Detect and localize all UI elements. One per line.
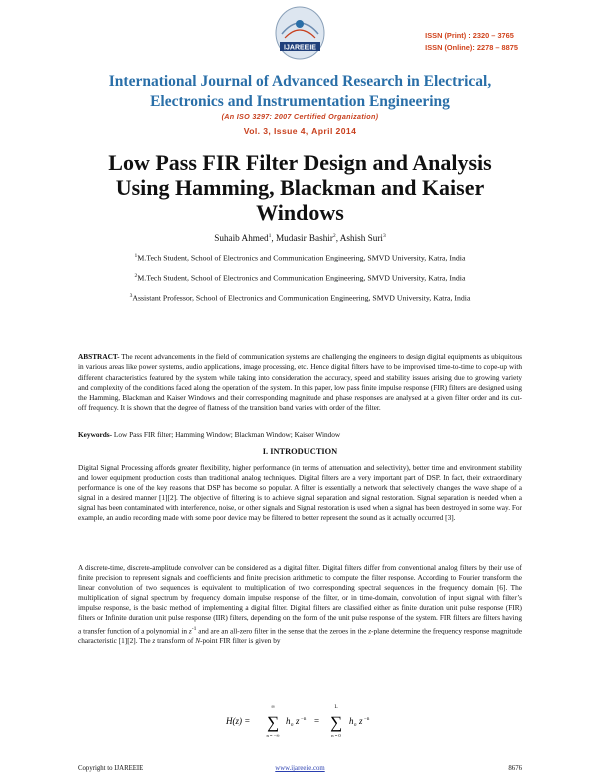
term-z: z — [296, 716, 300, 726]
author-affiliation-mark: 3 — [382, 233, 386, 239]
footer-copyright: Copyright to IJAREEIE — [78, 765, 144, 772]
term-h: h — [286, 716, 291, 726]
math-variable: z — [152, 636, 156, 646]
affiliation-1 — [0, 253, 600, 263]
author-name: Mudasir Bashir — [276, 233, 333, 244]
affiliation-2 — [0, 273, 600, 283]
summation-sign: ∑ — [266, 713, 280, 732]
journal-logo — [252, 4, 348, 62]
summation-sign: ∑ — [329, 713, 343, 732]
footer-url-link[interactable]: www.ijareeie.com — [275, 765, 325, 772]
abstract — [78, 352, 522, 414]
paper-title-line1: Low Pass FIR Filter Design and Analysis — [108, 150, 492, 175]
body-paragraph — [78, 563, 522, 646]
affiliation-text: M.Tech Student, School of Electronics and Communication Engineering, SMVD University, Katra, India — [137, 273, 466, 283]
abstract-label: ABSTRACT- — [78, 352, 120, 361]
term-sub: n — [291, 723, 294, 728]
author-list: Suhaib Ahmed$^1$, Mudasir Bashir$^2$, Ashish Suri$^3$ — [214, 233, 386, 244]
term-sub: n — [354, 723, 357, 728]
paper-title-line3: Windows — [256, 200, 344, 225]
sum-upper-limit: ∞ — [271, 705, 275, 710]
math-superscript: -1 — [191, 625, 197, 632]
math-variable: z — [188, 625, 192, 635]
paragraph-text: -point FIR filter is given by — [200, 636, 281, 646]
affiliation-text: Assistant Professor, School of Electronics and Communication Engineering, SMVD University, Katra, India — [132, 293, 471, 303]
journal-name-line1: International Journal of Advanced Research in Electrical, — [108, 73, 492, 90]
author-name: Suhaib Ahmed — [214, 233, 269, 244]
abstract-text: The recent advancements in the field of communication systems are challenging the engineers to design digital equipments as ubiquitous in various areas like power systems, audio applications, image processing, etc. Hence digital filters have to be improvised time-to-time to cope-up with different characteristics featured by the system while taking into consideration the accuracy, speed and stability issues arising due to growing variety and complexity of the conditions faced along the operation of the system. In this paper, low pass finite impulse response (FIR) filters are designed using the Hamming, Blackman and Kaiser Windows and their corresponding magnitude and phase responses are analysed at a given filter order and its cut-off frequency. It is shown that the degree of flatness of the transition band varies with order of the filter. — [78, 352, 522, 413]
issn-block — [425, 30, 518, 54]
affiliation-mark: 2 — [134, 273, 138, 279]
section-heading: I. INTRODUCTION — [262, 447, 338, 456]
paragraph-text: -plane determine the frequency response magnitude characteristic [1][2]. The — [78, 625, 522, 646]
paragraph-text: and are an all-zero filter in the sense that the zeroes in the — [196, 625, 369, 635]
term-exp: −n — [364, 717, 370, 722]
affiliation-mark: 1 — [134, 253, 138, 259]
term-exp: −n — [301, 717, 307, 722]
sum-lower-limit: n = −∞ — [266, 733, 280, 738]
body-paragraph: Digital Signal Processing affords greater flexibility, higher performance (in terms of attenuation and selectivity), better time and environment stability and lower equipment production costs than traditional analog techniques. Digital filters are a very important part of DSP. In fact, their extraordinary performance is one of the key reasons that DSP has become so popular. A filter is essentially a network that selectively changes the wave shape of a signal in a desired manner [1][2]. The objective of filtering is to achieve signal separation and signal restoration. Signal separation is needed when a signal has been contaminated with interference, noise, or other signals and Signal restoration is used when a signal has been destroyed in some way. For example, an audio recording made with some poor device may be filtered to better represent the sound as it actually occurred [3]. — [78, 463, 522, 523]
issn-online: ISSN (Online): 2278 – 8875 — [425, 43, 518, 52]
math-variable: N — [195, 636, 201, 646]
sum-lower-limit: n = 0 — [331, 733, 341, 738]
equals-sign: = — [314, 716, 320, 726]
affiliation-3 — [0, 293, 600, 303]
sum-upper-limit: L — [334, 705, 338, 710]
volume-issue: Vol. 3, Issue 4, April 2014 — [243, 126, 357, 136]
logo-text: IJAREEIE — [284, 44, 316, 52]
equation-lhs: H(z) = — [226, 716, 251, 726]
paragraph-text: transform of — [155, 636, 196, 646]
term-h: h — [349, 716, 354, 726]
paper-title-line2: Using Hamming, Blackman and Kaiser — [115, 175, 485, 200]
keywords-text: Low Pass FIR filter; Hamming Window; Blackman Window; Kaiser Window — [112, 430, 341, 439]
footer-page-number: 8676 — [508, 765, 522, 772]
math-variable: z — [368, 625, 372, 635]
equation-fir-transform — [218, 700, 398, 742]
issn-print: ISSN (Print) : 2320 – 3765 — [425, 31, 514, 40]
affiliation-text: M.Tech Student, School of Electronics and Communication Engineering, SMVD University, Katra, India — [137, 253, 466, 263]
journal-name-line2: Electronics and Instrumentation Engineering — [150, 93, 450, 110]
affiliation-mark: 3 — [129, 293, 133, 299]
keywords — [78, 430, 522, 440]
keywords-label: Keywords- — [78, 430, 113, 439]
term-z: z — [359, 716, 363, 726]
author-affiliation-mark: 1 — [268, 233, 272, 239]
paper-title — [60, 150, 540, 225]
iso-certification: (An ISO 3297: 2007 Certified Organization) — [221, 112, 379, 121]
paragraph-text: A discrete-time, discrete-amplitude convolver can be considered as a digital filter. Digital filters differ from conventional analog filters by their use of finite precision to represent signals and coefficients and finite precision arithmetic to compute the filter response. According to Fourier transform the linear convolution of two sequences is equivalent to multiplication of two corresponding spectral sequences in the frequency domain [6]. The multiplication of signal spectrum by frequency domain impulse response of the filter, or in time-domain, convolution of input signal with filter’s impulse response, is the basic method of implementing a digital filter. Digital filters are classified either as finite duration unit pulse response (FIR) filters or Infinite duration unit pulse response (IIR) filters, depending on the form of the unit pulse response of the system. FIR filters are filters having a transfer function of a polynomial in — [78, 563, 522, 635]
journal-name — [0, 72, 600, 112]
author-affiliation-mark: 2 — [332, 233, 336, 239]
author-name: Ashish Suri — [339, 233, 383, 244]
